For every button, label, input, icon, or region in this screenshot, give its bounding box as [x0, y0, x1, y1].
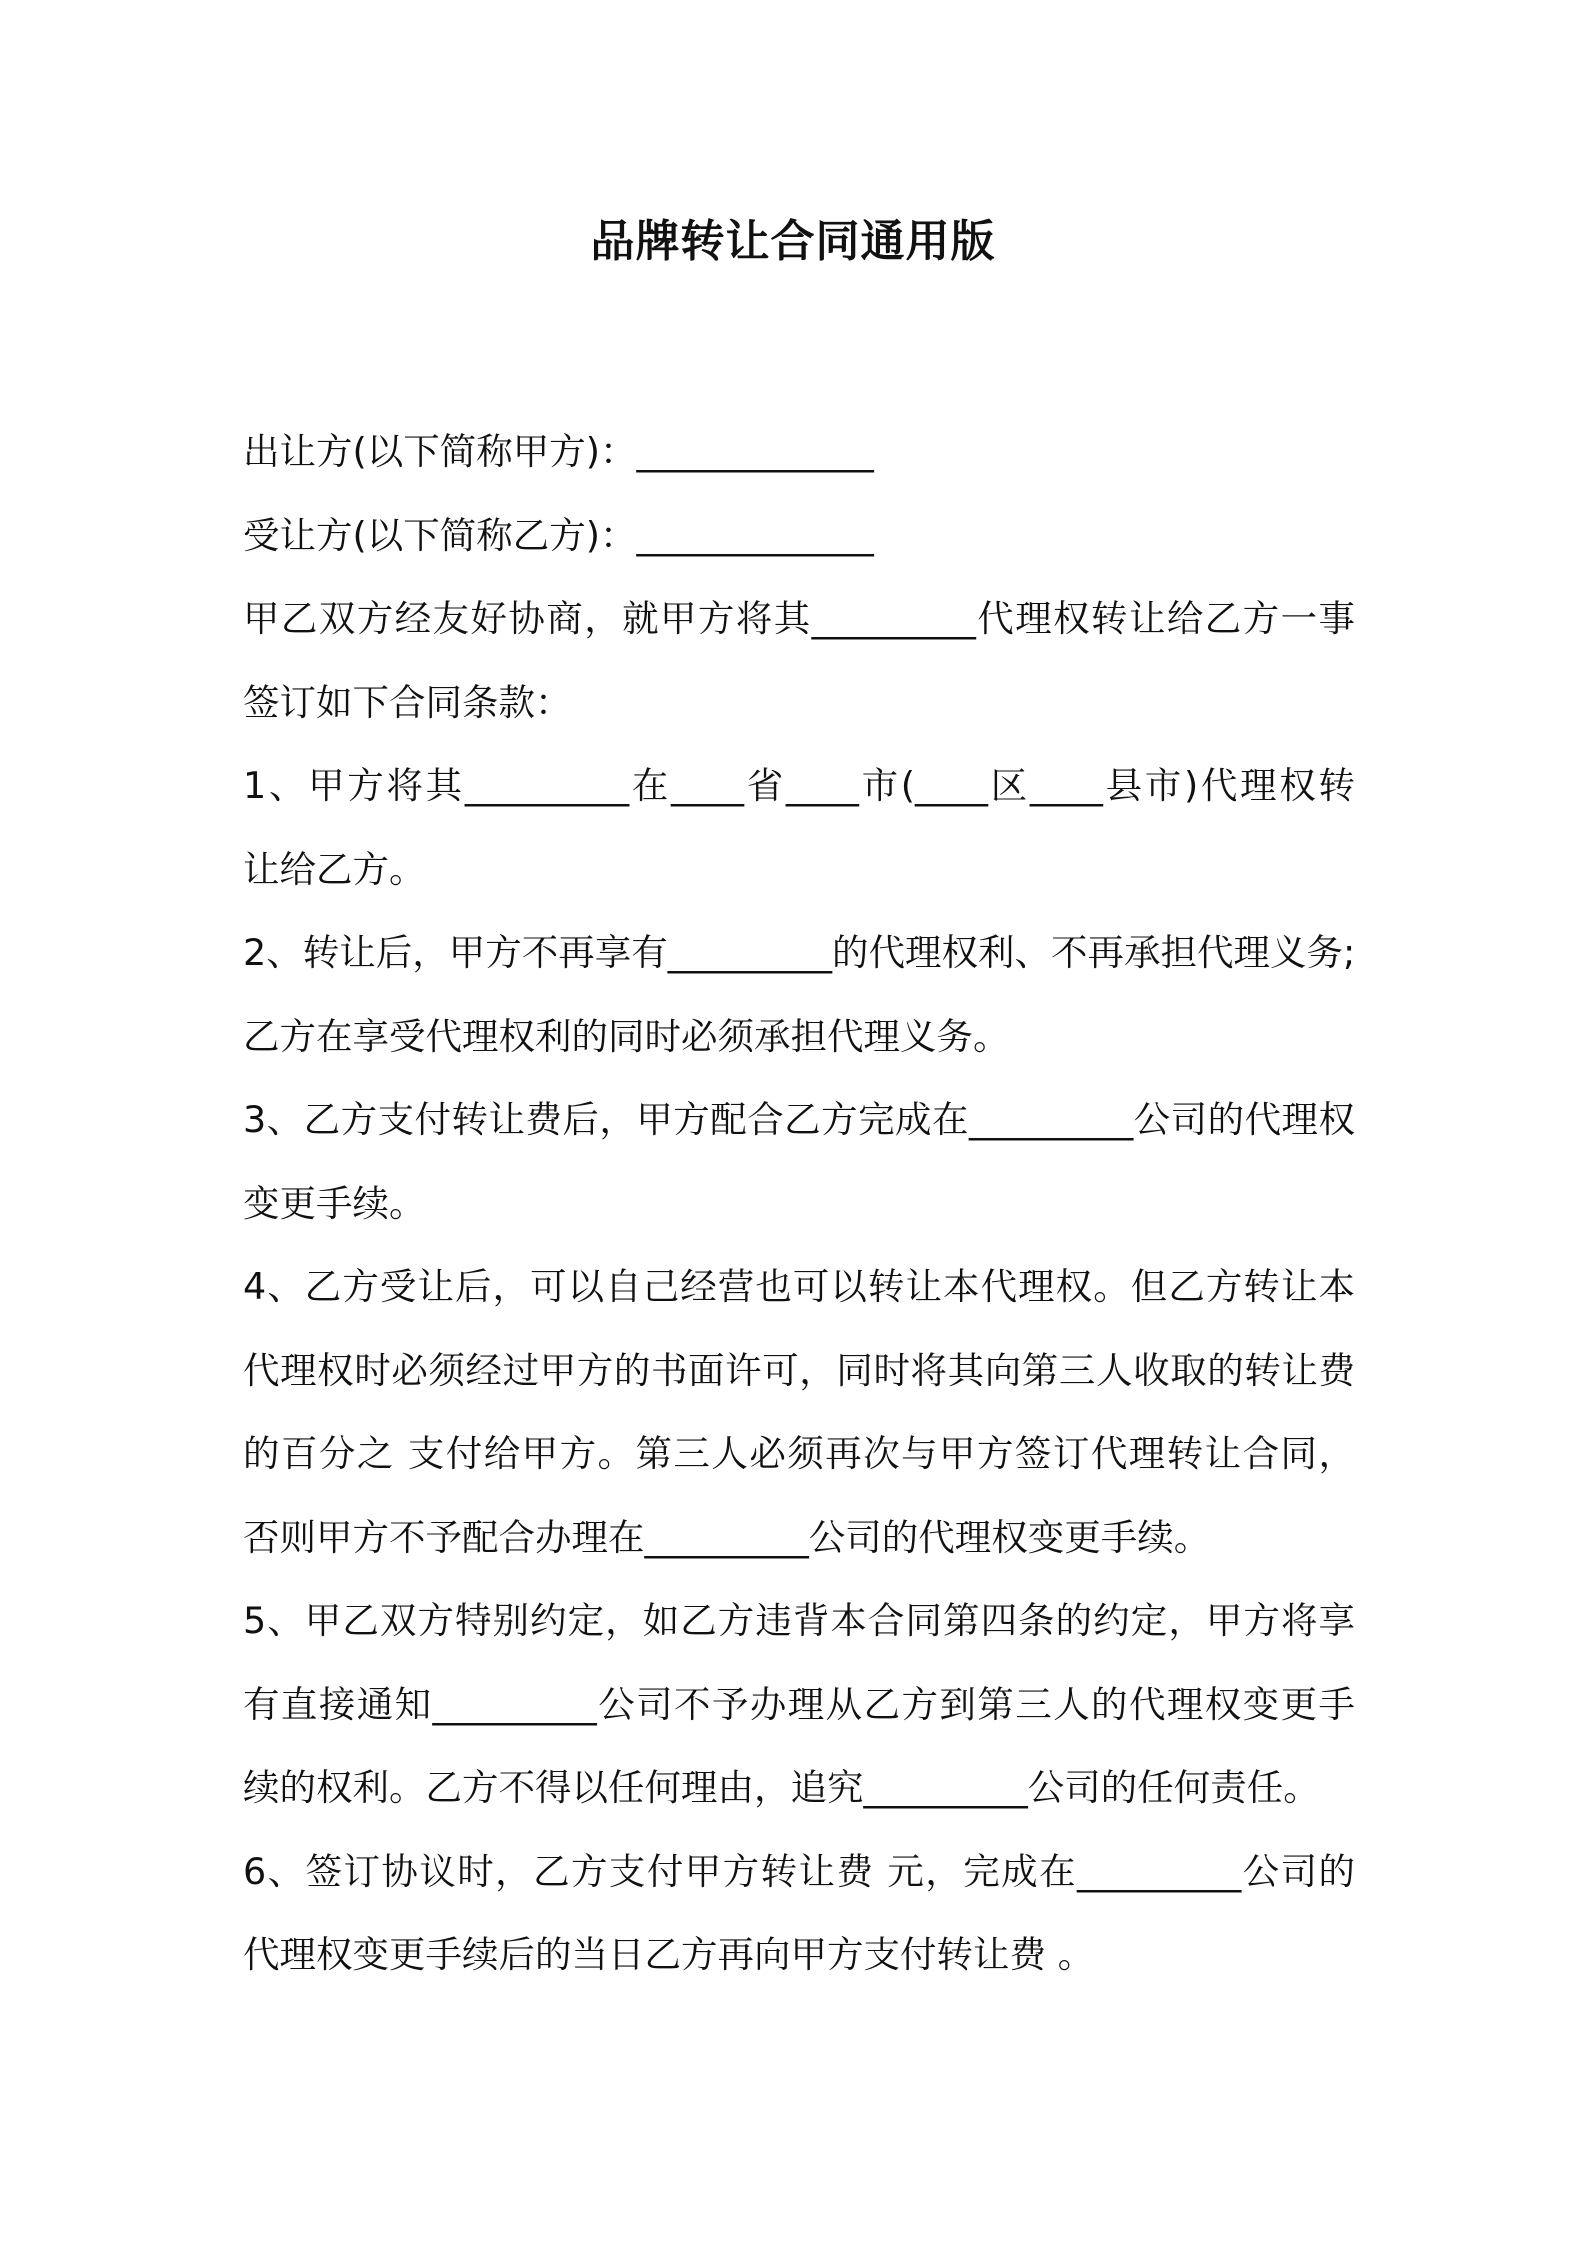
contract-line-intro-cont: 签订如下合同条款：: [243, 680, 572, 724]
document-body: [243, 410, 1355, 1997]
clause-3-line-2: 变更手续。: [243, 1181, 426, 1225]
clause-2-line-1: 2、转让后，甲方不再享有_________的代理权利、不再承担代理义务;: [243, 931, 1355, 974]
clause-4-line-3: 的百分之 支付给甲方。第三人必须再次与甲方签订代理转让合同，: [243, 1432, 1355, 1475]
contract-line-transferor: 出让方(以下简称甲方)：_____________: [243, 430, 874, 473]
clause-5-line-1: 5、甲乙双方特别约定，如乙方违背本合同第四条的约定，甲方将享: [243, 1599, 1355, 1642]
contract-line-intro: 甲乙双方经友好协商，就甲方将其_________代理权转让给乙方一事: [243, 597, 1355, 640]
clause-4-line-1: 4、乙方受让后，可以自己经营也可以转让本代理权。但乙方转让本: [243, 1265, 1355, 1308]
clause-5-line-3: 续的权利。乙方不得以任何理由，追究_________公司的任何责任。: [243, 1766, 1320, 1809]
clause-1-line-2: 让给乙方。: [243, 847, 426, 891]
clause-5-line-2: 有直接通知_________公司不予办理从乙方到第三人的代理权变更手: [243, 1682, 1355, 1726]
clause-6-line-2: 代理权变更手续后的当日乙方再向甲方支付转让费 。: [243, 1933, 1095, 1976]
clause-6-line-1: 6、签订协议时，乙方支付甲方转让费 元，完成在_________公司的: [243, 1849, 1355, 1893]
clause-2-line-2: 乙方在享受代理权利的同时必须承担代理义务。: [243, 1014, 1010, 1058]
clause-3-line-1: 3、乙方支付转让费后，甲方配合乙方完成在_________公司的代理权: [243, 1098, 1355, 1141]
document-title: 品牌转让合同通用版: [590, 216, 996, 267]
clause-1-line-1: 1、甲方将其_________在____省____市(____区____县市)代理权转: [243, 764, 1355, 807]
clause-4-line-2: 代理权时必须经过甲方的书面许可，同时将其向第三人收取的转让费: [243, 1348, 1355, 1392]
clause-4-line-4: 否则甲方不予配合办理在_________公司的代理权变更手续。: [243, 1515, 1211, 1559]
contract-line-transferee: 受让方(以下简称乙方)：_____________: [243, 513, 874, 557]
